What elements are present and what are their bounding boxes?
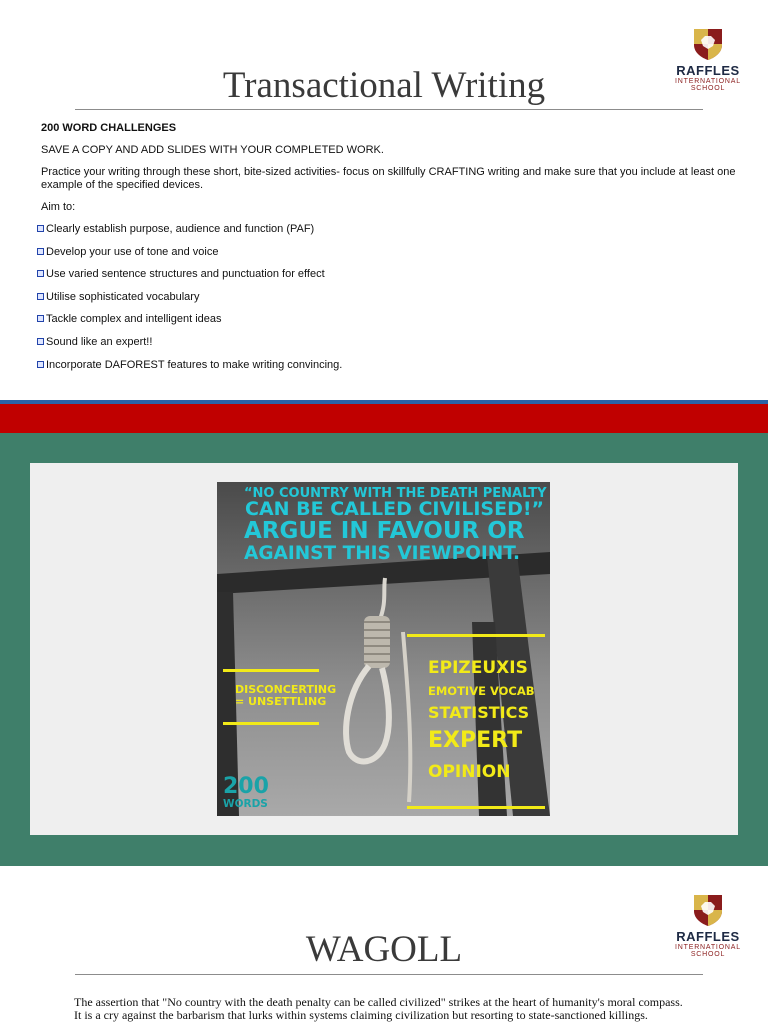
checkbox-bullet-icon (37, 270, 44, 277)
poster-left-line2: = UNSETTLING (235, 695, 327, 708)
poster-argue-line2: AGAINST THIS VIEWPOINT. (244, 543, 521, 564)
checkbox-bullet-icon (37, 338, 44, 345)
word-count-number: 200 (223, 774, 269, 799)
title-underline (75, 109, 703, 110)
checkbox-bullet-icon (37, 248, 44, 255)
challenge-poster (217, 482, 550, 816)
device-statistics: STATISTICS (428, 703, 530, 722)
list-item-text: Use varied sentence structures and punctuation for effect (46, 268, 325, 281)
poster-panel (30, 463, 738, 835)
slide-transactional-writing (0, 0, 768, 400)
device-epizeuxis: EPIZEUXIS (428, 658, 528, 678)
logo-sub-line1: INTERNATIONAL (675, 78, 741, 85)
slide-poster (0, 433, 768, 866)
wagoll-paragraph (74, 996, 734, 1022)
list-item (37, 291, 749, 304)
word-count-label: WORDS (223, 798, 268, 810)
list-item-text: Utilise sophisticated vocabulary (46, 290, 200, 303)
practice-paragraph: Practice your writing through these short, bite-sized activities- focus on skillfully CRAFTING writing and make sure that you include at least one example of the specified devices. (41, 166, 736, 191)
slide-title: WAGOLL (305, 929, 463, 970)
poster-left-line1: DISCONCERTING (235, 683, 337, 696)
list-item-text: Incorporate DAFOREST features to make writing convincing. (46, 358, 343, 371)
checkbox-bullet-icon (37, 361, 44, 368)
list-item-text: Develop your use of tone and voice (46, 245, 219, 258)
list-item (37, 268, 749, 281)
list-item-text: Sound like an expert!! (46, 335, 153, 348)
raffles-logo (668, 893, 748, 958)
list-item-text: Tackle complex and intelligent ideas (46, 313, 222, 326)
list-item-text: Clearly establish purpose, audience and function (PAF) (46, 223, 315, 235)
slide-content (37, 122, 749, 381)
poster-quote-line1: “NO COUNTRY WITH THE DEATH PENALTY (244, 486, 547, 501)
shield-crest-icon (692, 27, 724, 61)
checkbox-bullet-icon (37, 293, 44, 300)
logo-sub-line2: SCHOOL (690, 85, 726, 92)
title-underline (75, 974, 703, 975)
slide-wagoll (0, 866, 768, 1024)
logo-sub-line1: INTERNATIONAL (675, 944, 741, 951)
list-item (37, 223, 749, 236)
slide-divider-red (0, 404, 768, 433)
poster-quote-line2: CAN BE CALLED CIVILISED!” (245, 498, 545, 520)
list-item (37, 313, 749, 326)
save-instruction: SAVE A COPY AND ADD SLIDES WITH YOUR COMPLETED WORK. (41, 144, 384, 156)
device-emotive-vocab: EMOTIVE VOCAB (428, 684, 535, 698)
list-item (37, 246, 749, 259)
list-item (37, 359, 749, 372)
slide-title: Transactional Writing (222, 65, 546, 106)
device-opinion: OPINION (428, 762, 511, 782)
raffles-logo (668, 27, 748, 92)
wagoll-line2: It is a cry against the barbarism that lurks within systems claiming civilization but resorting to state-sanctioned killings. (74, 1008, 648, 1022)
checkbox-bullet-icon (37, 225, 44, 232)
device-expert: EXPERT (428, 728, 523, 753)
challenge-heading: 200 WORD CHALLENGES (41, 122, 177, 134)
logo-sub-line2: SCHOOL (690, 951, 726, 958)
poster-argue-line1: ARGUE IN FAVOUR OR (244, 518, 525, 544)
logo-brand: RAFFLES (676, 63, 740, 78)
logo-brand: RAFFLES (676, 929, 740, 944)
aim-list (37, 223, 749, 372)
checkbox-bullet-icon (37, 315, 44, 322)
list-item (37, 336, 749, 349)
aim-label: Aim to: (41, 201, 76, 213)
wagoll-line1: The assertion that "No country with the death penalty can be called civilized" strikes at the heart of humanity's moral compass. (74, 995, 683, 1009)
shield-crest-icon (692, 893, 724, 927)
